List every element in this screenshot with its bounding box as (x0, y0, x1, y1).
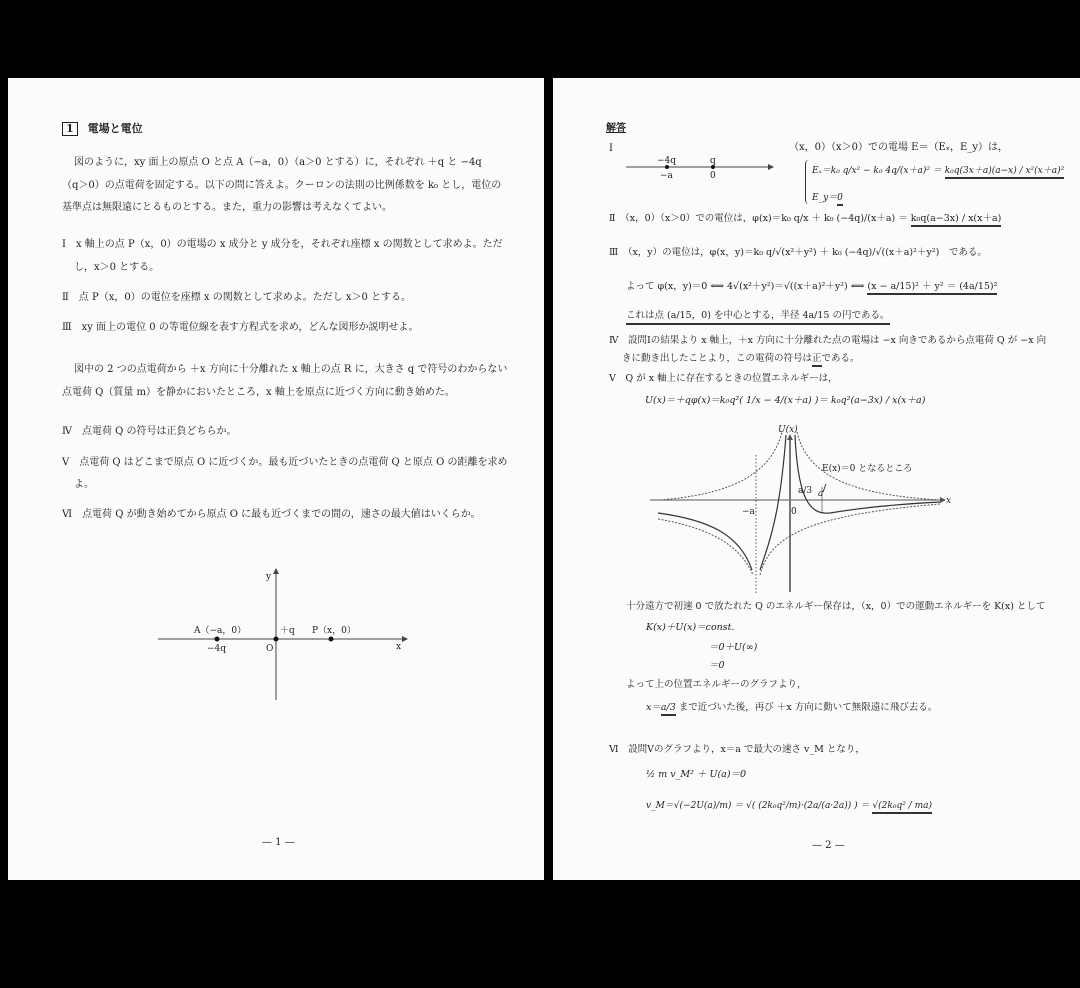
page-number-1: — 1 — (262, 837, 295, 848)
question-number: Ⅴ (62, 457, 70, 468)
question-text: 点電荷 Q が動き始めてから原点 O に最も近づくまでの間の，速さの最大値はいくらか。 (82, 509, 481, 520)
question-5 (62, 457, 507, 469)
question-text: xy 面上の電位 0 の等電位線を表す方程式を求め，どんな図形か説明せよ。 (81, 322, 419, 333)
dashed-curve-left-upper (660, 432, 782, 500)
intro2-line: 点電荷 Q（質量 m）を静かにおいたところ，x 軸上を原点に近づく方向に動き始めた。 (62, 387, 455, 398)
answer-number: Ⅲ (609, 247, 619, 258)
answer-6-line3 (646, 800, 932, 812)
tick-zero: 0 (791, 507, 797, 517)
question-text: x 軸上の点 P（x，0）の電場の x 成分と y 成分を，それぞれ座標 x の関数として求めよ。ただ (75, 239, 503, 250)
answer-number: Ⅵ (609, 744, 619, 755)
ey-formula (812, 192, 843, 204)
answer-3-line3: これは点 (a/15，0) を中心とする，半径 4a/15 の円である。 (626, 310, 890, 325)
answer-3-equation: (x − a/15)² ＋ y² ＝ (4a/15)² (867, 281, 997, 295)
x-axis-arrow (402, 636, 408, 642)
charge-left-label: −4q (657, 156, 677, 166)
origin-label: O (266, 644, 274, 654)
charge-a-label: −4q (207, 644, 227, 654)
ex-expression: Eₓ＝k₀ q/x² − k₀ 4q/(x＋a)² ＝ (812, 166, 942, 176)
charge-o-dot (274, 637, 279, 642)
brace (805, 160, 810, 204)
graph-annotation: E(x)＝0 となるところ (822, 464, 913, 474)
ex-formula (812, 165, 1064, 177)
answer-6-result: √(2k₀q² / ma) (872, 801, 932, 814)
point-a-label: A（−a，0） (194, 626, 247, 636)
question-number: Ⅰ (62, 239, 66, 250)
x-axis-label: x (946, 496, 952, 506)
ey-expression: E_y＝ (812, 193, 838, 203)
tick-a: a (818, 489, 824, 499)
charge-figure (150, 560, 420, 710)
conservation-line3: ＝0＋U(∞) (709, 642, 758, 653)
question-3 (62, 322, 418, 334)
tick-neg-a: −a (742, 507, 755, 517)
u-curve-right (795, 435, 940, 513)
question-text: 点電荷 Q はどこまで原点 O に近づくか。最も近づいたときの点電荷 Q と原点 O の距離を求め (79, 457, 508, 468)
axis-arrow (768, 164, 774, 170)
answer-4-result: 正 (812, 353, 822, 367)
point-p-label: P（x，0） (312, 626, 356, 636)
question-number: Ⅵ (62, 509, 73, 520)
charge-a-dot (215, 637, 220, 642)
section-title: 電場と電位 (87, 122, 143, 135)
potential-energy-graph (640, 420, 960, 600)
y-label: y (266, 572, 272, 582)
answer-6-line2: ½ m v_M² ＋ U(a)＝0 (646, 769, 747, 780)
answer-1-intro: （x，0）（x＞0）での電場 E＝（Eₓ，E_y）は， (789, 142, 1008, 153)
question-6 (62, 509, 481, 521)
x-label: x (396, 642, 402, 652)
answer-text: x＝ (646, 702, 661, 713)
answer-text: （x，y）の電位は，φ(x，y)＝k₀ q/√(x²＋y²) ＋ k₀ (−4q)/√((x＋a)²＋y²) である。 (627, 247, 987, 258)
intro2-line: 図中の 2 つの点電荷から ＋x 方向に十分離れた x 軸上の点 R に，大きさ q で符号のわからない (74, 364, 508, 375)
answer-text: 設問Ⅰの結果より x 軸上，＋x 方向に十分離れた点の電場は −x 向きであるから点電荷 Q が −x 向 (628, 335, 1047, 346)
section-heading (62, 122, 143, 136)
question-4 (62, 426, 237, 438)
ex-answer: k₀q(3x＋a)(a−x) / x²(x＋a)² (945, 166, 1065, 179)
answer-number: Ⅳ (609, 335, 619, 346)
y-axis-arrow (273, 568, 279, 574)
answer-text: 設問Ⅴのグラフより，x＝a で最大の速さ v_M となり， (628, 744, 865, 755)
question-2 (62, 292, 411, 304)
charge-o-label: ＋q (280, 626, 295, 636)
answer-heading: 解答 (606, 123, 626, 134)
question-text: 点電荷 Q の符号は正負どちらか。 (82, 426, 237, 437)
conservation-line2: K(x)＋U(x)＝const. (646, 622, 735, 633)
answer-number: Ⅱ (609, 213, 616, 224)
answer-4-line2 (622, 353, 860, 365)
answer-5-result: a/3 (661, 702, 676, 716)
answer-text: まで近づいた後，再び ＋x 方向に動いて無限遠に飛び去る。 (675, 702, 938, 713)
question-text: 点 P（x，0）の電位を座標 x の関数として求めよ。ただし x＞0 とする。 (78, 292, 412, 303)
conservation-line1: 十分遠方で初速 0 で放たれた Q のエネルギー保存は，（x，0）での運動エネルギーを K(x) として (626, 601, 1046, 612)
answer-1-number: Ⅰ (609, 143, 613, 154)
intro-line: 図のように，xy 面上の原点 O と点 A（−a，0）（a＞0 とする）に，それぞれ ＋q と −4q (74, 157, 482, 168)
question-number: Ⅲ (62, 322, 72, 333)
question-1 (62, 239, 503, 251)
point-p-dot (329, 637, 334, 642)
u-axis-label: U(x) (778, 425, 798, 435)
potential-energy-formula: U(x)＝＋qφ(x)＝k₀q²( 1/x − 4/(x＋a) )＝ k₀q²(a−3x) / x(x＋a) (645, 395, 926, 406)
question-number: Ⅳ (62, 426, 72, 437)
answer-text: v_M＝√(−2U(a)/m) ＝ √( (2k₀q²/m)·(2a/(a·2a)) ) ＝ (646, 801, 870, 811)
answer-6 (609, 744, 865, 756)
answer-4 (609, 335, 1046, 347)
answer-2-result: k₀q(a−3x) / x(x＋a) (911, 213, 1002, 227)
answer-text: である。 (821, 353, 860, 364)
answer-3 (609, 247, 987, 259)
answer-3-line2 (626, 281, 997, 293)
conservation-line4: ＝0 (709, 660, 725, 671)
answer-2 (609, 213, 1001, 225)
pos-right-label: 0 (710, 171, 716, 181)
answer-number: Ⅴ (609, 373, 616, 384)
intro-line: （q＞0）の点電荷を固定する。以下の問に答えよ。クーロンの法則の比例係数を k₀ とし，電位の (62, 180, 502, 191)
conservation-line6 (646, 702, 937, 714)
answer-text: よって φ(x，y)＝0 ⟺ 4√(x²＋y²)＝√((x＋a)²＋y²) ⟺ (626, 281, 865, 292)
annotation-pointer (823, 484, 826, 492)
dashed-curve-right-lower (760, 504, 940, 575)
answer-1-diagram (620, 152, 780, 182)
section-number: 1 (62, 122, 78, 136)
question-1-cont: し，x＞0 とする。 (74, 262, 160, 273)
question-number: Ⅱ (62, 292, 69, 303)
conservation-line5: よって上の位置エネルギーのグラフより， (626, 679, 807, 690)
answer-text: Q が x 軸上に存在するときの位置エネルギーは， (625, 373, 838, 384)
answer-5 (609, 373, 838, 385)
charge-right-label: q (710, 156, 716, 166)
answer-text: きに動き出したことより，この電荷の符号は (622, 353, 813, 364)
tick-a-over-3: a/3 (798, 486, 813, 496)
question-5-cont: よ。 (74, 479, 94, 490)
answer-text: （x，0）（x＞0）での電位は，φ(x)＝k₀ q/x ＋ k₀ (−4q)/(x＋a) ＝ (624, 213, 908, 224)
intro-line: 基準点は無限遠にとるものとする。また，重力の影響は考えなくてよい。 (62, 202, 392, 213)
pos-left-label: −a (660, 171, 673, 181)
ey-answer: 0 (837, 193, 843, 206)
page-number-2: — 2 — (812, 840, 845, 851)
